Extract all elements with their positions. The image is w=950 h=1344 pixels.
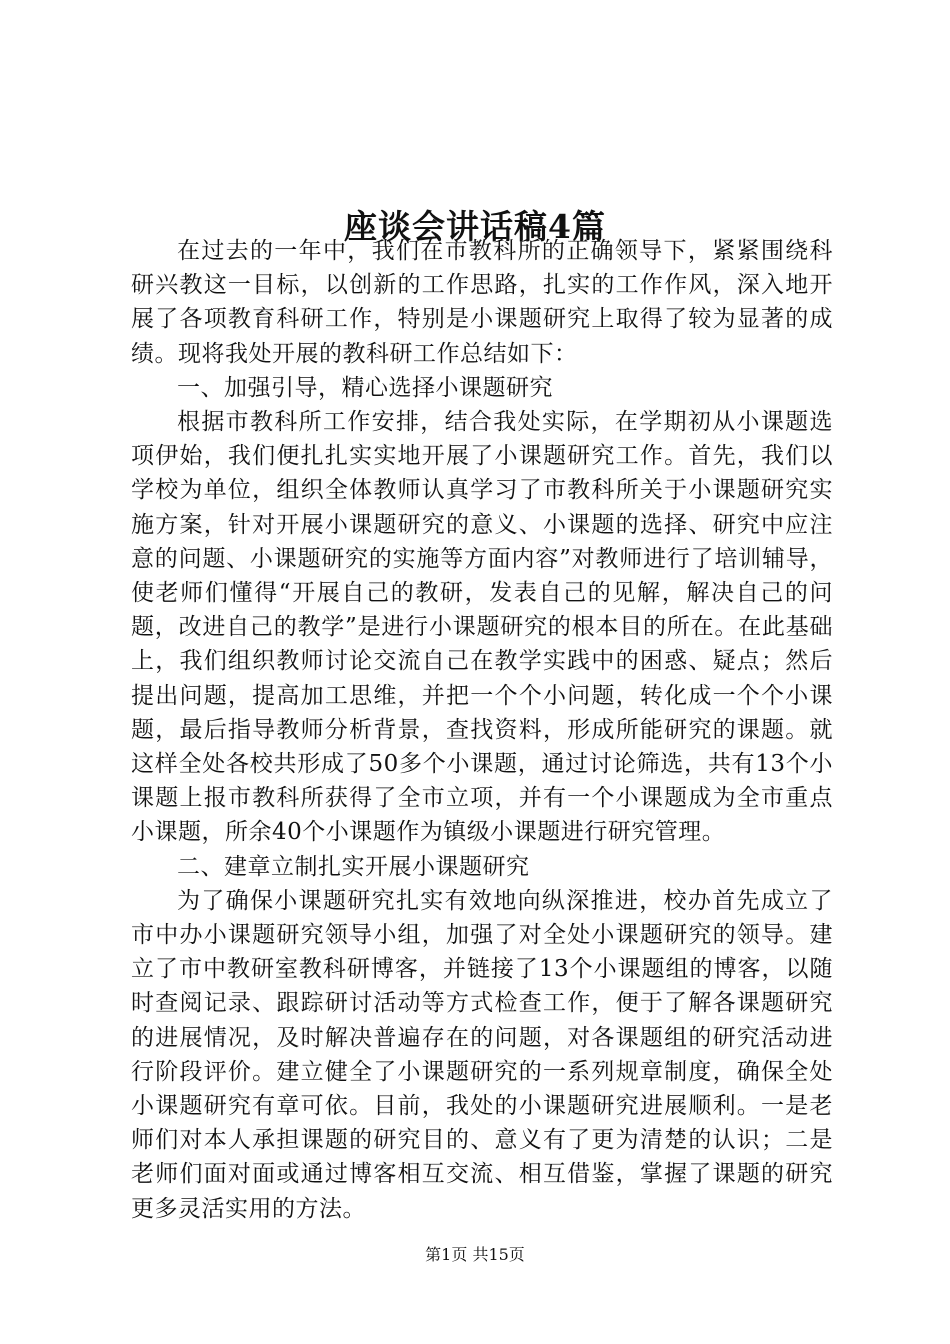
document-title: 座谈会讲话稿4篇 — [344, 207, 606, 247]
intro-paragraph: 在过去的一年中，我们在市教科所的正确领导下，紧紧围绕科研兴教这一目标，以创新的工作思路，扎实的工作作风，深入地开展了各项教育科研工作，特别是小课题研究上取得了较为显著的成绩。现将我处开展的教科研工作总结如下： — [131, 238, 833, 367]
section-1-paragraph: 根据市教科所工作安排，结合我处实际，在学期初从小课题选项伊始，我们便扎扎实实地开展了小课题研究工作。首先，我们以学校为单位，组织全体教师认真学习了市教科所关于小课题研究实施方案，针对开展小课题研究的意义、小课题的选择、研究中应注意的问题、小课题研究的实施等方面内容”对教师进行了培训辅导，使老师们懂得“开展自己的教研，发表自己的见解，解决自己的问题，改进自己的教学”是进行小课题研究的根本目的所在。在此基础上，我们组织教师讨论交流自己在教学实践中的困惑、疑点；然后提出问题，提高加工思维，并把一个个小问题，转化成一个个小课题，最后指导教师分析背景，查找资料，形成所能研究的课题。就这样全处各校共形成了50多个小课题，通过讨论筛选，共有13个小课题上报市教科所获得了全市立项，并有一个小课题成为全市重点小课题，所余40个小课题作为镇级小课题进行研究管理。 — [131, 409, 833, 846]
section-1-heading: 一、加强引导，精心选择小课题研究 — [177, 374, 553, 401]
section-2-heading: 二、建章立制扎实开展小课题研究 — [177, 853, 530, 880]
section-2-paragraph: 为了确保小课题研究扎实有效地向纵深推进，校办首先成立了市中办小课题研究领导小组，加强了对全处小课题研究的领导。建立了市中教研室教科研博客，并链接了13个小课题组的博客，以随时查阅记录、跟踪研讨活动等方式检查工作，便于了解各课题研究的进展情况，及时解决普遍存在的问题，对各课题组的研究活动进行阶段评价。建立健全了小课题研究的一系列规章制度，确保全处小课题研究有章可依。目前，我处的小课题研究进展顺利。一是老师们对本人承担课题的研究目的、意义有了更为清楚的认识；二是老师们面对面或通过博客相互交流、相互借鉴，掌握了课题的研究更多灵活实用的方法。 — [131, 887, 833, 1222]
document-body — [131, 234, 833, 1226]
page-footer: 第1页 共15页 — [425, 1245, 525, 1264]
